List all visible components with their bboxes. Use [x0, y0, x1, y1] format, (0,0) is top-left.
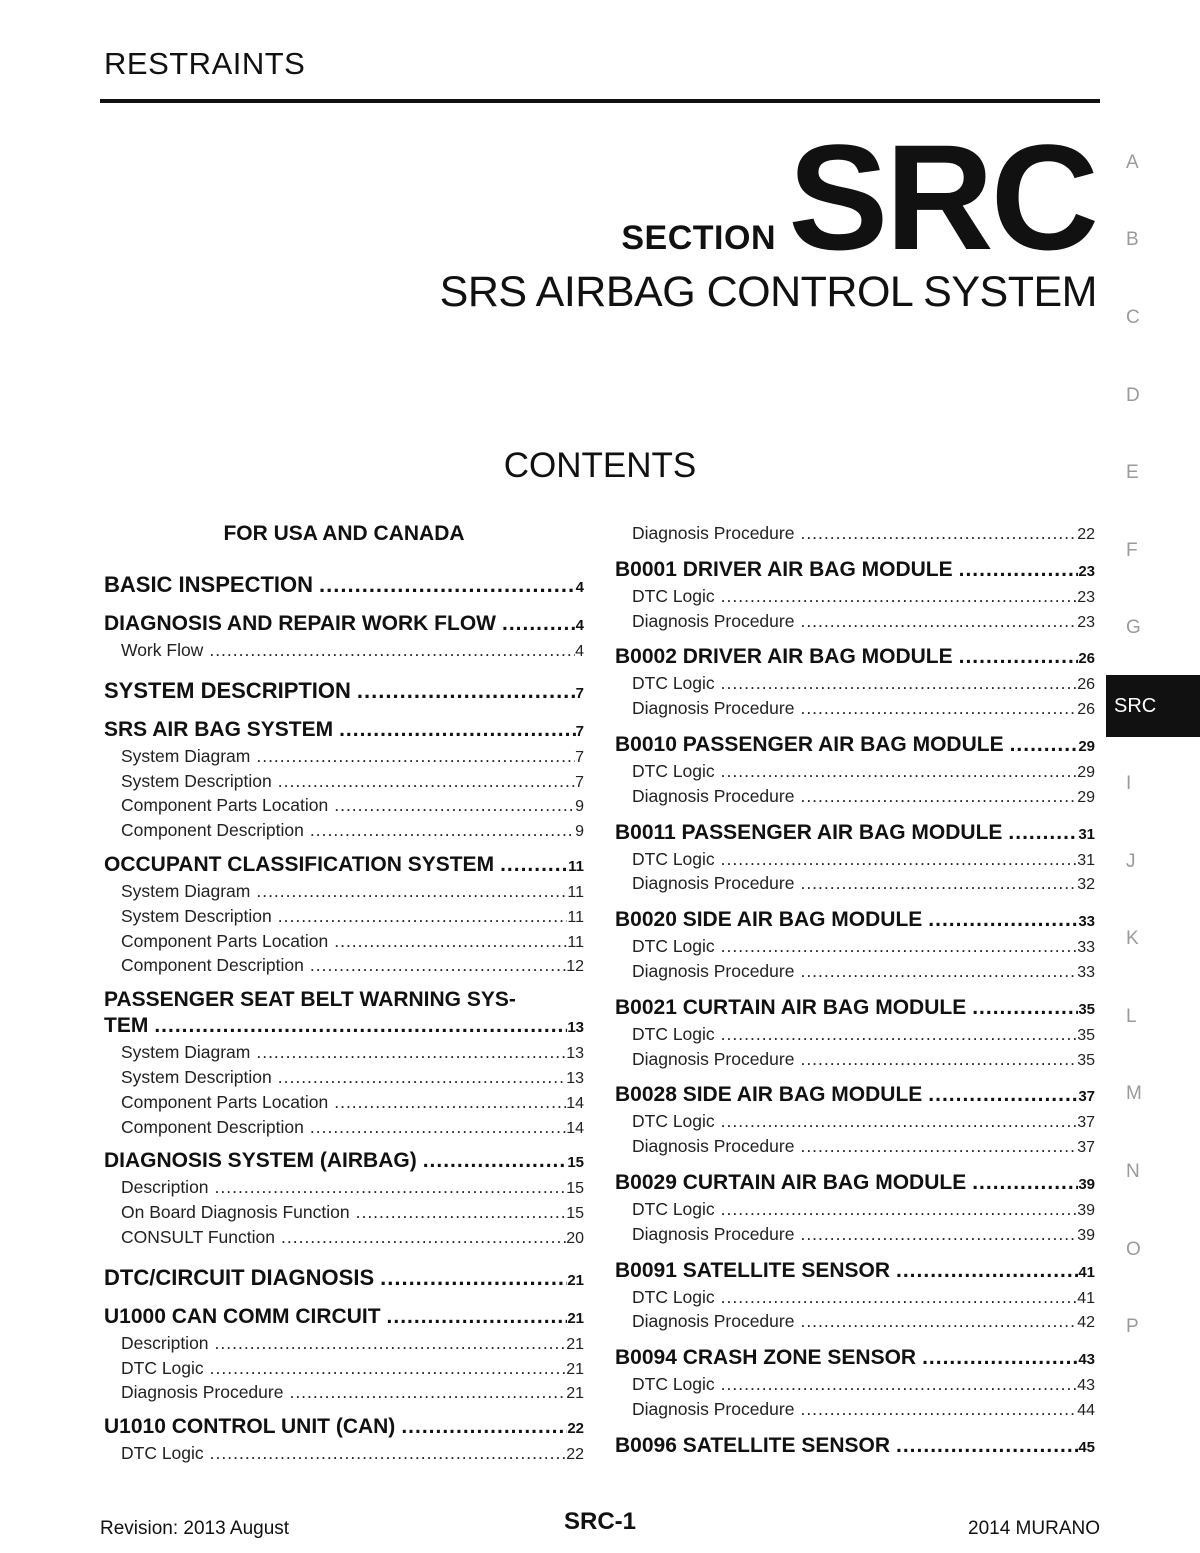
dot-leader — [380, 1265, 567, 1291]
toc-group — [104, 611, 584, 664]
dot-leader — [1008, 820, 1078, 846]
toc-entry-title: DTC Logic — [632, 1111, 715, 1132]
toc-page-number: 7 — [575, 748, 584, 766]
dot-leader — [387, 1304, 568, 1330]
section-word: SECTION — [621, 219, 776, 257]
dot-leader — [1010, 732, 1079, 758]
toc-entry-title: Diagnosis Procedure — [632, 1136, 795, 1157]
toc-entry[interactable] — [104, 1304, 584, 1332]
dot-leader — [423, 1148, 568, 1174]
dot-leader — [800, 522, 1077, 546]
toc-page-number: 20 — [566, 1229, 584, 1247]
toc-group — [104, 717, 584, 844]
toc-subentry[interactable] — [104, 880, 584, 905]
toc-entry-title: DTC Logic — [632, 1198, 715, 1219]
toc-page-number: 29 — [1077, 763, 1095, 781]
toc-entry-title: Component Parts Location — [121, 795, 329, 816]
toc-subentry[interactable] — [615, 935, 1095, 960]
toc-subentry[interactable] — [615, 960, 1095, 985]
toc-entry-title: Diagnosis Procedure — [632, 873, 795, 894]
toc-group — [104, 1148, 584, 1250]
toc-subentry[interactable] — [104, 1066, 584, 1091]
toc-page-number: 33 — [1078, 913, 1095, 931]
toc-page-number: 33 — [1077, 939, 1095, 957]
dot-leader — [500, 852, 568, 878]
toc-entry-title: CONSULT Function — [121, 1226, 275, 1247]
toc-entry-title: BASIC INSPECTION — [104, 572, 314, 597]
dot-leader — [256, 745, 575, 769]
toc-entry-title: System Description — [121, 1066, 272, 1087]
toc-subentry[interactable] — [615, 585, 1095, 610]
toc-subentry[interactable] — [615, 1110, 1095, 1135]
toc-page-number: 9 — [575, 823, 584, 841]
toc-entry-title: OCCUPANT CLASSIFICATION SYSTEM — [104, 852, 495, 876]
dot-leader — [215, 1176, 567, 1200]
toc-entry-title-line1[interactable]: PASSENGER SEAT BELT WARNING SYS- — [104, 988, 516, 1012]
toc-page-number: 11 — [567, 883, 584, 901]
dot-leader — [334, 794, 575, 818]
dot-leader — [401, 1414, 567, 1440]
side-tab-p[interactable]: P — [1126, 1316, 1139, 1338]
toc-entry[interactable] — [104, 1414, 584, 1442]
toc-page-number: 35 — [1077, 1051, 1095, 1069]
toc-subentry[interactable] — [104, 639, 584, 664]
toc-entry-title: B0029 CURTAIN AIR BAG MODULE — [615, 1170, 967, 1194]
toc-entry-title: Diagnosis Procedure — [632, 1311, 795, 1332]
toc-entry-title: B0002 DRIVER AIR BAG MODULE — [615, 645, 953, 669]
toc-entry-title: Diagnosis Procedure — [632, 785, 795, 806]
toc-page-number: 39 — [1077, 1201, 1095, 1219]
toc-page-number: 22 — [566, 1446, 584, 1464]
dot-leader — [339, 717, 576, 743]
toc-entry[interactable] — [615, 1170, 1095, 1198]
toc-entry-title: DTC Logic — [121, 1357, 204, 1378]
toc-page-number: 41 — [1078, 1263, 1095, 1281]
toc-page-number: 21 — [566, 1335, 584, 1353]
toc-entry-title: Diagnosis Procedure — [632, 610, 795, 631]
toc-page-number: 13 — [566, 1069, 584, 1087]
dot-leader — [928, 1082, 1078, 1108]
toc-page-number: 15 — [566, 1205, 584, 1223]
toc-subentry[interactable] — [615, 1398, 1095, 1423]
toc-page-number: 11 — [567, 933, 584, 951]
dot-leader — [357, 678, 576, 704]
toc-group — [615, 1345, 1095, 1423]
toc-entry-title: B0001 DRIVER AIR BAG MODULE — [615, 557, 953, 581]
toc-page-number: 21 — [566, 1360, 584, 1378]
dot-leader — [721, 1198, 1078, 1222]
dot-leader — [210, 1357, 567, 1381]
toc-entry[interactable] — [615, 907, 1095, 935]
toc-page-number: 22 — [567, 1420, 584, 1438]
toc-page-number: 13 — [566, 1045, 584, 1063]
dot-leader — [209, 639, 575, 663]
dot-leader — [959, 644, 1079, 670]
dot-leader — [800, 1048, 1077, 1072]
toc-entry[interactable] — [615, 644, 1095, 672]
toc-page-number: 7 — [575, 773, 584, 791]
dot-leader — [319, 572, 576, 598]
toc-subentry[interactable] — [104, 1226, 584, 1251]
toc-entry-title: DTC Logic — [121, 1443, 204, 1464]
toc-entry-title: B0010 PASSENGER AIR BAG MODULE — [615, 732, 1004, 756]
toc-page-number: 23 — [1077, 613, 1095, 631]
dot-leader — [800, 1310, 1077, 1334]
toc-entry-title: DTC Logic — [632, 1023, 715, 1044]
toc-page-number: 21 — [567, 1271, 584, 1289]
toc-entry-title: TEM — [104, 1014, 149, 1038]
toc-page-number: 45 — [1078, 1438, 1095, 1456]
toc-entry-title: DTC Logic — [632, 585, 715, 606]
toc-entry-title: System Description — [121, 905, 272, 926]
dot-leader — [800, 872, 1077, 896]
toc-entry[interactable] — [615, 995, 1095, 1023]
dot-leader — [721, 1023, 1078, 1047]
toc-entry-title: B0094 CRASH ZONE SENSOR — [615, 1346, 917, 1370]
side-tab-a[interactable]: A — [1126, 151, 1139, 173]
toc-group — [104, 1414, 584, 1467]
side-tab-i[interactable]: I — [1126, 772, 1132, 794]
contents-heading: CONTENTS — [503, 446, 697, 485]
dot-leader — [502, 611, 576, 637]
toc-entry-title: Component Parts Location — [121, 930, 329, 951]
side-tab-src[interactable]: SRC — [1106, 675, 1200, 737]
side-tab-g[interactable]: G — [1126, 617, 1141, 639]
side-tab-l[interactable]: L — [1126, 1005, 1137, 1027]
dot-leader — [959, 557, 1079, 583]
toc-entry[interactable] — [615, 557, 1095, 585]
dot-leader — [721, 672, 1078, 696]
toc-group — [615, 995, 1095, 1073]
toc-page-number: 26 — [1077, 701, 1095, 719]
toc-entry[interactable] — [104, 1013, 584, 1041]
toc-entry-title: DTC Logic — [632, 1374, 715, 1395]
toc-group — [615, 820, 1095, 898]
toc-entry-title: DTC Logic — [632, 1286, 715, 1307]
toc-page-number: 29 — [1078, 737, 1095, 755]
toc-subentry[interactable] — [104, 1442, 584, 1467]
toc-page-number: 23 — [1077, 588, 1095, 606]
dot-leader — [896, 1258, 1078, 1284]
footer-page-id: SRC-1 — [563, 1508, 636, 1535]
toc-entry-title: B0011 PASSENGER AIR BAG MODULE — [615, 820, 1003, 844]
toc-entry-title: DTC/CIRCUIT DIAGNOSIS — [104, 1264, 375, 1290]
toc-entry-title: DTC Logic — [632, 673, 715, 694]
toc-page-number: 21 — [566, 1385, 584, 1403]
toc-entry-title: Diagnosis Procedure — [121, 1382, 284, 1403]
dot-leader — [215, 1332, 567, 1356]
toc-entry-title: Component Description — [121, 820, 304, 841]
dot-leader — [721, 848, 1078, 872]
toc-entry-title: Component Description — [121, 1116, 304, 1137]
toc-entry[interactable] — [615, 1345, 1095, 1373]
header-title: RESTRAINTS — [104, 46, 306, 81]
side-tab-f[interactable]: F — [1126, 539, 1138, 561]
toc-page-number: 11 — [567, 908, 584, 926]
toc-page-number: 7 — [575, 684, 584, 702]
toc-left-column — [104, 522, 584, 1475]
toc-entry-title: SYSTEM DESCRIPTION — [104, 677, 351, 703]
section-code: SRC — [788, 113, 1096, 281]
toc-page-number: 44 — [1077, 1401, 1095, 1419]
toc-entry-title: B0028 SIDE AIR BAG MODULE — [615, 1083, 923, 1107]
toc-page-number: 41 — [1077, 1289, 1095, 1307]
toc-page-number: 15 — [567, 1154, 584, 1172]
toc-page-number: 11 — [568, 857, 584, 875]
toc-entry[interactable] — [104, 678, 584, 707]
dot-leader — [310, 954, 566, 978]
dot-leader — [721, 760, 1078, 784]
toc-subentry[interactable] — [615, 522, 1095, 547]
dot-leader — [334, 1091, 566, 1115]
toc-page-number: 4 — [575, 643, 584, 660]
toc-subentry[interactable] — [615, 1048, 1095, 1073]
toc-entry[interactable] — [104, 852, 584, 880]
toc-subentry[interactable] — [615, 1023, 1095, 1048]
toc-subentry[interactable] — [104, 1381, 584, 1406]
dot-leader — [800, 1135, 1077, 1159]
toc-page-number: 43 — [1077, 1377, 1095, 1395]
toc-subentry[interactable] — [615, 760, 1095, 785]
toc-page-number: 14 — [566, 1119, 584, 1137]
toc-entry-title: Diagnosis Procedure — [632, 1223, 795, 1244]
toc-entry-title: On Board Diagnosis Function — [121, 1202, 350, 1223]
dot-leader — [800, 960, 1077, 984]
dot-leader — [928, 907, 1078, 933]
toc-subentry[interactable] — [615, 1223, 1095, 1248]
dot-leader — [972, 1170, 1078, 1196]
toc-page-number: 14 — [566, 1094, 584, 1112]
toc-page-number: 21 — [567, 1309, 584, 1327]
toc-subentry[interactable] — [104, 745, 584, 770]
toc-group — [615, 732, 1095, 810]
toc-page-number: 23 — [1078, 562, 1095, 580]
dot-leader — [278, 1066, 566, 1090]
toc-subentry[interactable] — [615, 697, 1095, 722]
toc-entry-title: U1010 CONTROL UNIT (CAN) — [104, 1415, 396, 1439]
toc-page-number: 39 — [1078, 1175, 1095, 1193]
side-tab-b[interactable]: B — [1126, 229, 1139, 251]
toc-subentry[interactable] — [615, 1135, 1095, 1160]
side-tab-c[interactable]: C — [1126, 306, 1140, 328]
toc-page-number: 31 — [1078, 825, 1095, 843]
toc-entry-title: Diagnosis Procedure — [632, 698, 795, 719]
dot-leader — [289, 1381, 566, 1405]
toc-entry-title: System Diagram — [121, 880, 251, 901]
toc-entry-title: SRS AIR BAG SYSTEM — [104, 717, 334, 741]
dot-leader — [896, 1433, 1078, 1459]
toc-subentry[interactable] — [104, 1041, 584, 1066]
toc-subentry[interactable] — [104, 1357, 584, 1382]
toc-entry-title: DIAGNOSIS SYSTEM (AIRBAG) — [104, 1149, 417, 1173]
toc-entry-title: System Description — [121, 770, 272, 791]
side-tab-e[interactable]: E — [1126, 462, 1139, 484]
toc-subentry[interactable] — [615, 1310, 1095, 1335]
toc-subentry[interactable] — [615, 1286, 1095, 1311]
toc-page-number: 37 — [1077, 1114, 1095, 1132]
toc-group — [104, 987, 584, 1140]
dot-leader — [278, 905, 568, 929]
side-tab-j[interactable]: J — [1126, 850, 1136, 872]
toc-entry-title: Diagnosis Procedure — [632, 1398, 795, 1419]
toc-page-number: 12 — [566, 958, 584, 976]
dot-leader — [281, 1226, 566, 1250]
side-tab-o[interactable]: O — [1126, 1238, 1141, 1260]
toc-subentry[interactable] — [104, 1116, 584, 1141]
toc-group — [615, 1082, 1095, 1160]
toc-group — [615, 907, 1095, 985]
dot-leader — [800, 697, 1077, 721]
toc-page-number: 26 — [1078, 650, 1095, 668]
dot-leader — [334, 930, 567, 954]
section-subtitle: SRS AIRBAG CONTROL SYSTEM — [439, 268, 1097, 316]
toc-subentry[interactable] — [615, 872, 1095, 897]
toc-entry-title: Component Parts Location — [121, 1091, 329, 1112]
toc-page-number: 42 — [1077, 1314, 1095, 1332]
toc-entry-title: B0021 CURTAIN AIR BAG MODULE — [615, 995, 967, 1019]
toc-entry-title: System Diagram — [121, 745, 251, 766]
toc-entry[interactable] — [615, 1433, 1095, 1461]
toc-group — [104, 572, 584, 601]
toc-page-number: 43 — [1078, 1351, 1095, 1369]
dot-leader — [721, 585, 1078, 609]
toc-group — [104, 1304, 584, 1406]
toc-entry-title: B0096 SATELLITE SENSOR — [615, 1433, 891, 1457]
side-tab-k[interactable]: K — [1126, 928, 1139, 950]
toc-group — [615, 557, 1095, 635]
toc-page-number: 7 — [575, 722, 584, 740]
toc-subentry[interactable] — [615, 1198, 1095, 1223]
dot-leader — [721, 1110, 1078, 1134]
header-divider — [100, 99, 1100, 103]
toc-entry-title: B0091 SATELLITE SENSOR — [615, 1258, 891, 1282]
toc-entry-title: Diagnosis Procedure — [632, 960, 795, 981]
toc-entry-title: Work Flow — [121, 640, 204, 660]
dot-leader — [800, 1223, 1077, 1247]
toc-subentry[interactable] — [104, 1332, 584, 1357]
dot-leader — [922, 1345, 1078, 1371]
toc-subentry[interactable] — [104, 1176, 584, 1201]
side-tab-d[interactable]: D — [1126, 384, 1140, 406]
toc-subentry[interactable] — [615, 1373, 1095, 1398]
toc-page-number: 37 — [1078, 1088, 1095, 1106]
toc-page-number: 37 — [1077, 1139, 1095, 1157]
toc-entry[interactable] — [615, 732, 1095, 760]
toc-entry[interactable] — [615, 1258, 1095, 1286]
toc-page-number: 15 — [566, 1180, 584, 1198]
toc-page-number: 31 — [1077, 851, 1095, 869]
toc-subentry[interactable] — [104, 1091, 584, 1116]
footer-model: 2014 MURANO — [968, 1518, 1100, 1539]
dot-leader — [972, 995, 1078, 1021]
toc-subentry[interactable] — [104, 905, 584, 930]
toc-page-number: 4 — [575, 617, 584, 634]
dot-leader — [278, 770, 575, 794]
toc-page-number: 13 — [567, 1019, 584, 1037]
side-index-tabs — [1106, 124, 1200, 1366]
toc-entry-title: Description — [121, 1177, 209, 1198]
toc-entry-title: B0020 SIDE AIR BAG MODULE — [615, 908, 923, 932]
toc-entry-title: DTC Logic — [632, 760, 715, 781]
toc-page-number: 29 — [1077, 788, 1095, 806]
toc-subentry[interactable] — [104, 794, 584, 819]
toc-right-column — [615, 522, 1095, 1469]
toc-entry-title: System Diagram — [121, 1042, 251, 1063]
toc-group — [104, 1265, 584, 1294]
toc-group — [615, 1170, 1095, 1248]
toc-group — [615, 1258, 1095, 1336]
toc-entry[interactable] — [615, 1082, 1095, 1110]
toc-group — [104, 852, 584, 979]
side-tab-n[interactable]: N — [1126, 1160, 1140, 1182]
dot-leader — [721, 1373, 1078, 1397]
footer-revision: Revision: 2013 August — [100, 1518, 290, 1539]
dot-leader — [256, 1041, 566, 1065]
dot-leader — [256, 880, 567, 904]
toc-entry-title: DIAGNOSIS AND REPAIR WORK FLOW — [104, 612, 496, 635]
toc-page-number: 9 — [575, 798, 584, 816]
toc-page-number: 35 — [1077, 1026, 1095, 1044]
dot-leader — [310, 819, 575, 843]
toc-page-number: 4 — [575, 579, 584, 596]
toc-entry[interactable] — [104, 1148, 584, 1176]
toc-subentry[interactable] — [615, 848, 1095, 873]
dot-leader — [310, 1116, 566, 1140]
toc-subentry[interactable] — [104, 819, 584, 844]
toc-page-number: 26 — [1077, 676, 1095, 694]
toc-subentry[interactable] — [615, 672, 1095, 697]
toc-entry-title: Diagnosis Procedure — [632, 523, 795, 543]
toc-entry[interactable] — [615, 820, 1095, 848]
toc-entry-title: Description — [121, 1332, 209, 1353]
toc-entry-title: DTC Logic — [632, 848, 715, 869]
toc-entry-title: Component Description — [121, 955, 304, 976]
toc-page-number: 39 — [1077, 1226, 1095, 1244]
side-tab-m[interactable]: M — [1126, 1083, 1142, 1105]
toc-entry-title: DTC Logic — [632, 936, 715, 957]
toc-page-number: 32 — [1077, 876, 1095, 894]
toc-subentry[interactable] — [615, 785, 1095, 810]
toc-group — [615, 1433, 1095, 1461]
dot-leader — [154, 1013, 567, 1039]
toc-entry-title: U1000 CAN COMM CIRCUIT — [104, 1304, 381, 1328]
dot-leader — [210, 1442, 567, 1466]
dot-leader — [800, 1398, 1077, 1422]
toc-region-heading: FOR USA AND CANADA — [223, 522, 465, 545]
dot-leader — [800, 610, 1077, 634]
toc-group — [104, 678, 584, 707]
toc-page-number: 33 — [1077, 963, 1095, 981]
toc-entry[interactable] — [104, 717, 584, 745]
toc-entry[interactable] — [104, 611, 584, 639]
dot-leader — [721, 1286, 1078, 1310]
toc-group — [615, 644, 1095, 722]
toc-subentry[interactable] — [104, 770, 584, 795]
toc-subentry[interactable] — [104, 954, 584, 979]
dot-leader — [356, 1201, 567, 1225]
toc-subentry[interactable] — [615, 610, 1095, 635]
toc-subentry[interactable] — [104, 1201, 584, 1226]
toc-entry[interactable] — [104, 1265, 584, 1294]
dot-leader — [800, 785, 1077, 809]
toc-page-number: 35 — [1078, 1000, 1095, 1018]
toc-entry[interactable] — [104, 572, 584, 601]
toc-subentry[interactable] — [104, 930, 584, 955]
dot-leader — [721, 935, 1078, 959]
toc-entry-title: Diagnosis Procedure — [632, 1048, 795, 1069]
toc-page-number: 22 — [1077, 526, 1095, 543]
